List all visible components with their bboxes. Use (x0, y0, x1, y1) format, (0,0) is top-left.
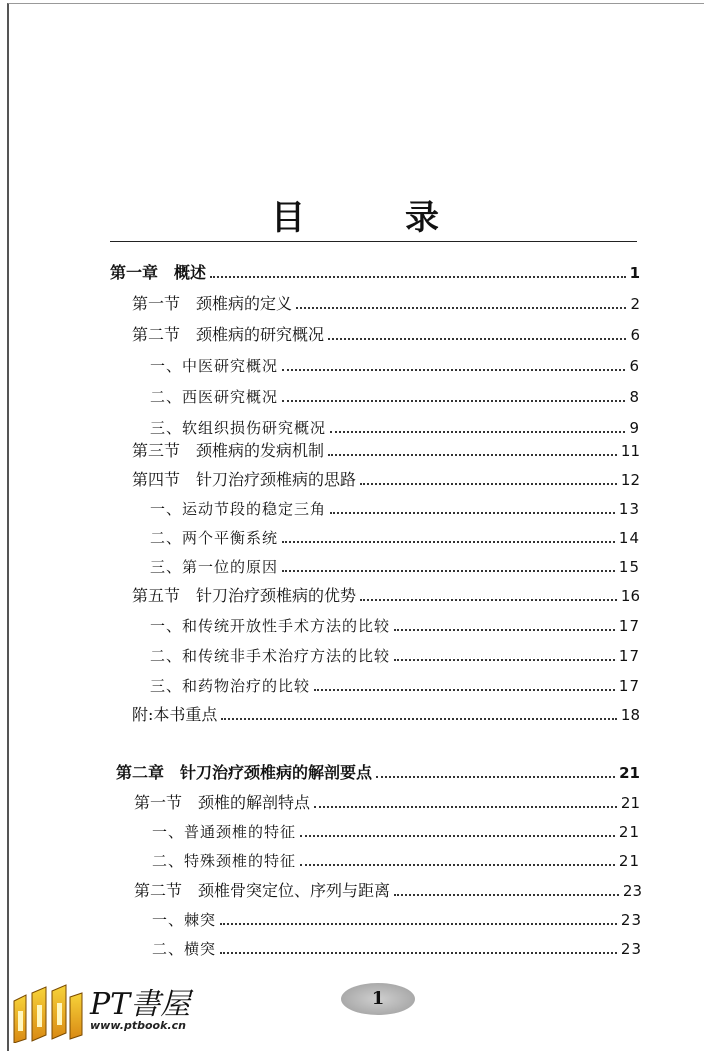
toc-page: 23 (620, 911, 642, 929)
toc-entry[interactable] (132, 700, 640, 730)
toc-label: 二、特殊颈椎的特征 (152, 852, 297, 870)
toc-page: 21 (618, 823, 640, 841)
toc-page: 14 (618, 529, 640, 547)
toc-label: 第一节 颈椎的解剖特点 (134, 793, 311, 812)
leader-dots (296, 307, 626, 309)
title-char-2: 录 (405, 198, 489, 238)
toc-page: 21 (620, 794, 640, 812)
toc-label: 附:本书重点 (132, 705, 218, 724)
logo-url: www.ptbook.cn (90, 1019, 186, 1032)
toc-label: 二、两个平衡系统 (150, 529, 279, 547)
leader-dots (282, 400, 625, 402)
toc-entry[interactable] (134, 876, 642, 906)
title-char-1: 目 (271, 198, 355, 238)
toc-page: 9 (629, 419, 640, 437)
toc-page: 17 (618, 647, 640, 665)
toc-page: 23 (620, 940, 642, 958)
toc-label: 三、第一位的原因 (150, 558, 279, 576)
toc-entry[interactable] (150, 611, 640, 641)
toc-entry[interactable] (134, 788, 640, 818)
toc-label: 一、和传统开放性手术方法的比较 (150, 617, 391, 635)
toc-entry[interactable] (132, 436, 640, 466)
toc-label: 第五节 针刀治疗颈椎病的优势 (132, 586, 357, 605)
toc-entry[interactable] (132, 581, 640, 611)
toc-label: 第二节 颈椎病的研究概况 (132, 325, 325, 344)
page-title (0, 190, 710, 239)
toc-entry[interactable] (132, 320, 640, 350)
toc-entry[interactable] (152, 934, 642, 964)
toc-label: 三、和药物治疗的比较 (150, 677, 311, 695)
page-number: 1 (341, 983, 415, 1015)
toc-entry[interactable] (152, 905, 642, 935)
leader-dots (328, 338, 626, 340)
toc-label: 第四节 针刀治疗颈椎病的思路 (132, 470, 357, 489)
leader-dots (360, 599, 617, 601)
toc-page: 6 (630, 326, 640, 344)
toc-entry[interactable] (150, 382, 640, 412)
leader-dots (394, 629, 615, 631)
toc-entry[interactable] (132, 465, 640, 495)
toc-entry[interactable] (150, 671, 640, 701)
toc-entry[interactable] (150, 494, 640, 524)
title-rule (110, 241, 637, 242)
leader-dots (394, 894, 619, 896)
leader-dots (282, 369, 625, 371)
toc-entry[interactable] (110, 258, 640, 288)
toc-label: 第一章 概述 (110, 263, 207, 282)
toc-label: 一、运动节段的稳定三角 (150, 500, 327, 518)
toc-label: 第二章 针刀治疗颈椎病的解剖要点 (116, 763, 373, 782)
toc-label: 一、棘突 (152, 911, 217, 929)
toc-entry[interactable] (132, 289, 640, 319)
leader-dots (376, 776, 615, 778)
toc-entry[interactable] (116, 758, 640, 788)
toc-page: 1 (629, 264, 640, 282)
toc-entry[interactable] (150, 351, 640, 381)
leader-dots (300, 835, 615, 837)
toc-page: 13 (618, 500, 640, 518)
leader-dots (394, 659, 615, 661)
toc-label: 一、中医研究概况 (150, 357, 279, 375)
toc-label: 第一节 颈椎病的定义 (132, 294, 293, 313)
leader-dots (314, 689, 615, 691)
leader-dots (330, 431, 625, 433)
toc-label: 二、西医研究概况 (150, 388, 279, 406)
leader-dots (330, 512, 615, 514)
logo-text: PT書屋 (90, 987, 191, 1022)
leader-dots (220, 923, 617, 925)
leader-dots (328, 454, 617, 456)
toc-label: 第二节 颈椎骨突定位、序列与距离 (134, 881, 391, 900)
toc-entry[interactable] (150, 552, 640, 582)
toc-entry[interactable] (150, 641, 640, 671)
toc-page: 6 (629, 357, 640, 375)
toc-entry[interactable] (152, 817, 640, 847)
toc-page: 15 (618, 558, 640, 576)
publisher-logo (12, 975, 212, 1045)
toc-page: 2 (630, 295, 640, 313)
toc-label: 一、普通颈椎的特征 (152, 823, 297, 841)
toc-entry[interactable] (150, 523, 640, 553)
toc-page: 21 (619, 764, 640, 782)
toc-page: 17 (618, 617, 640, 635)
toc-page: 17 (618, 677, 640, 695)
leader-dots (314, 806, 617, 808)
toc-page: 21 (618, 852, 640, 870)
toc-page: 16 (620, 587, 640, 605)
toc-page: 18 (620, 706, 640, 724)
leader-dots (300, 864, 615, 866)
leader-dots (282, 541, 615, 543)
leader-dots (220, 952, 617, 954)
toc-page: 23 (622, 882, 642, 900)
toc-label: 二、横突 (152, 940, 217, 958)
toc-page: 12 (620, 471, 640, 489)
leader-dots (282, 570, 615, 572)
books-icon (12, 983, 84, 1043)
leader-dots (221, 718, 617, 720)
toc-entry[interactable] (152, 846, 640, 876)
toc-label: 第三节 颈椎病的发病机制 (132, 441, 325, 460)
toc-page: 11 (620, 442, 640, 460)
toc-page: 8 (629, 388, 640, 406)
leader-dots (210, 276, 626, 278)
toc-label: 二、和传统非手术治疗方法的比较 (150, 647, 391, 665)
leader-dots (360, 483, 617, 485)
toc-label: 三、软组织损伤研究概况 (150, 419, 327, 437)
